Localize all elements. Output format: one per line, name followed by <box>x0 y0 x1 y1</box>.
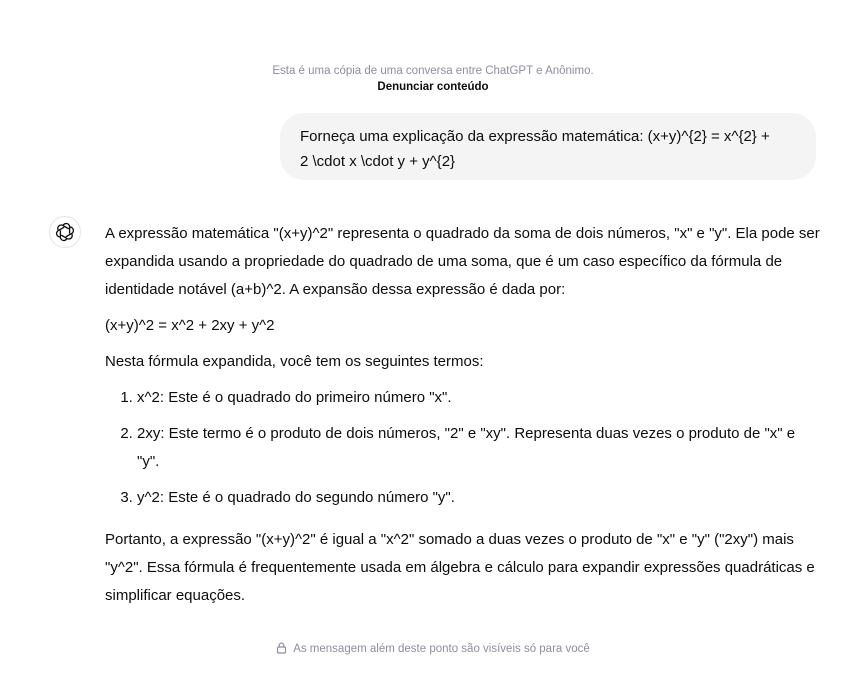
share-note: Esta é uma cópia de uma conversa entre ChatGPT e Anônimo. <box>272 65 594 77</box>
share-header <box>0 63 866 95</box>
list-item: 1. x^2: Este é o quadrado do primeiro número "x". <box>137 384 820 412</box>
lock-icon <box>276 642 287 659</box>
user-message-bubble <box>280 113 816 180</box>
assistant-intro: A expressão matemática "(x+y)^2" representa o quadrado da soma de dois números, "x" e "y". Ela pode ser expandida usando a propriedade do quadrado de uma soma, que é um caso específico da fórmula de identidade notável (a+b)^2. A expansão dessa expressão é dada por: <box>105 225 820 298</box>
assistant-avatar <box>49 216 81 248</box>
chatgpt-logo-icon <box>55 222 75 242</box>
assistant-conclusion: Portanto, a expressão "(x+y)^2" é igual a "x^2" somado a duas vezes o produto de "x" e "y" ("2xy") mais "y^2". Essa fórmula é frequentemente usada em álgebra e cálculo para expandir expressões quadráticas e simplificar equações. <box>105 531 815 604</box>
footer-note <box>0 641 866 659</box>
list-item: 3. y^2: Este é o quadrado do segundo número "y". <box>137 484 820 512</box>
terms-list <box>105 384 820 512</box>
assistant-formula: (x+y)^2 = x^2 + 2xy + y^2 <box>105 317 275 334</box>
user-message-line-1: Forneça uma explicação da expressão matemática: (x+y)^{2} = x^{2} + <box>300 128 770 145</box>
report-content-link[interactable]: Denunciar conteúdo <box>377 81 489 93</box>
list-item: 2. 2xy: Este termo é o produto de dois números, "2" e "xy". Representa duas vezes o produto de "x" e "y". <box>137 420 820 476</box>
assistant-terms-intro: Nesta fórmula expandida, você tem os seguintes termos: <box>105 353 484 370</box>
footer-note-text: As mensagem além deste ponto são visíveis só para você <box>293 643 590 655</box>
assistant-message <box>105 220 820 618</box>
user-message-line-2: 2 \cdot x \cdot y + y^{2} <box>300 153 456 170</box>
